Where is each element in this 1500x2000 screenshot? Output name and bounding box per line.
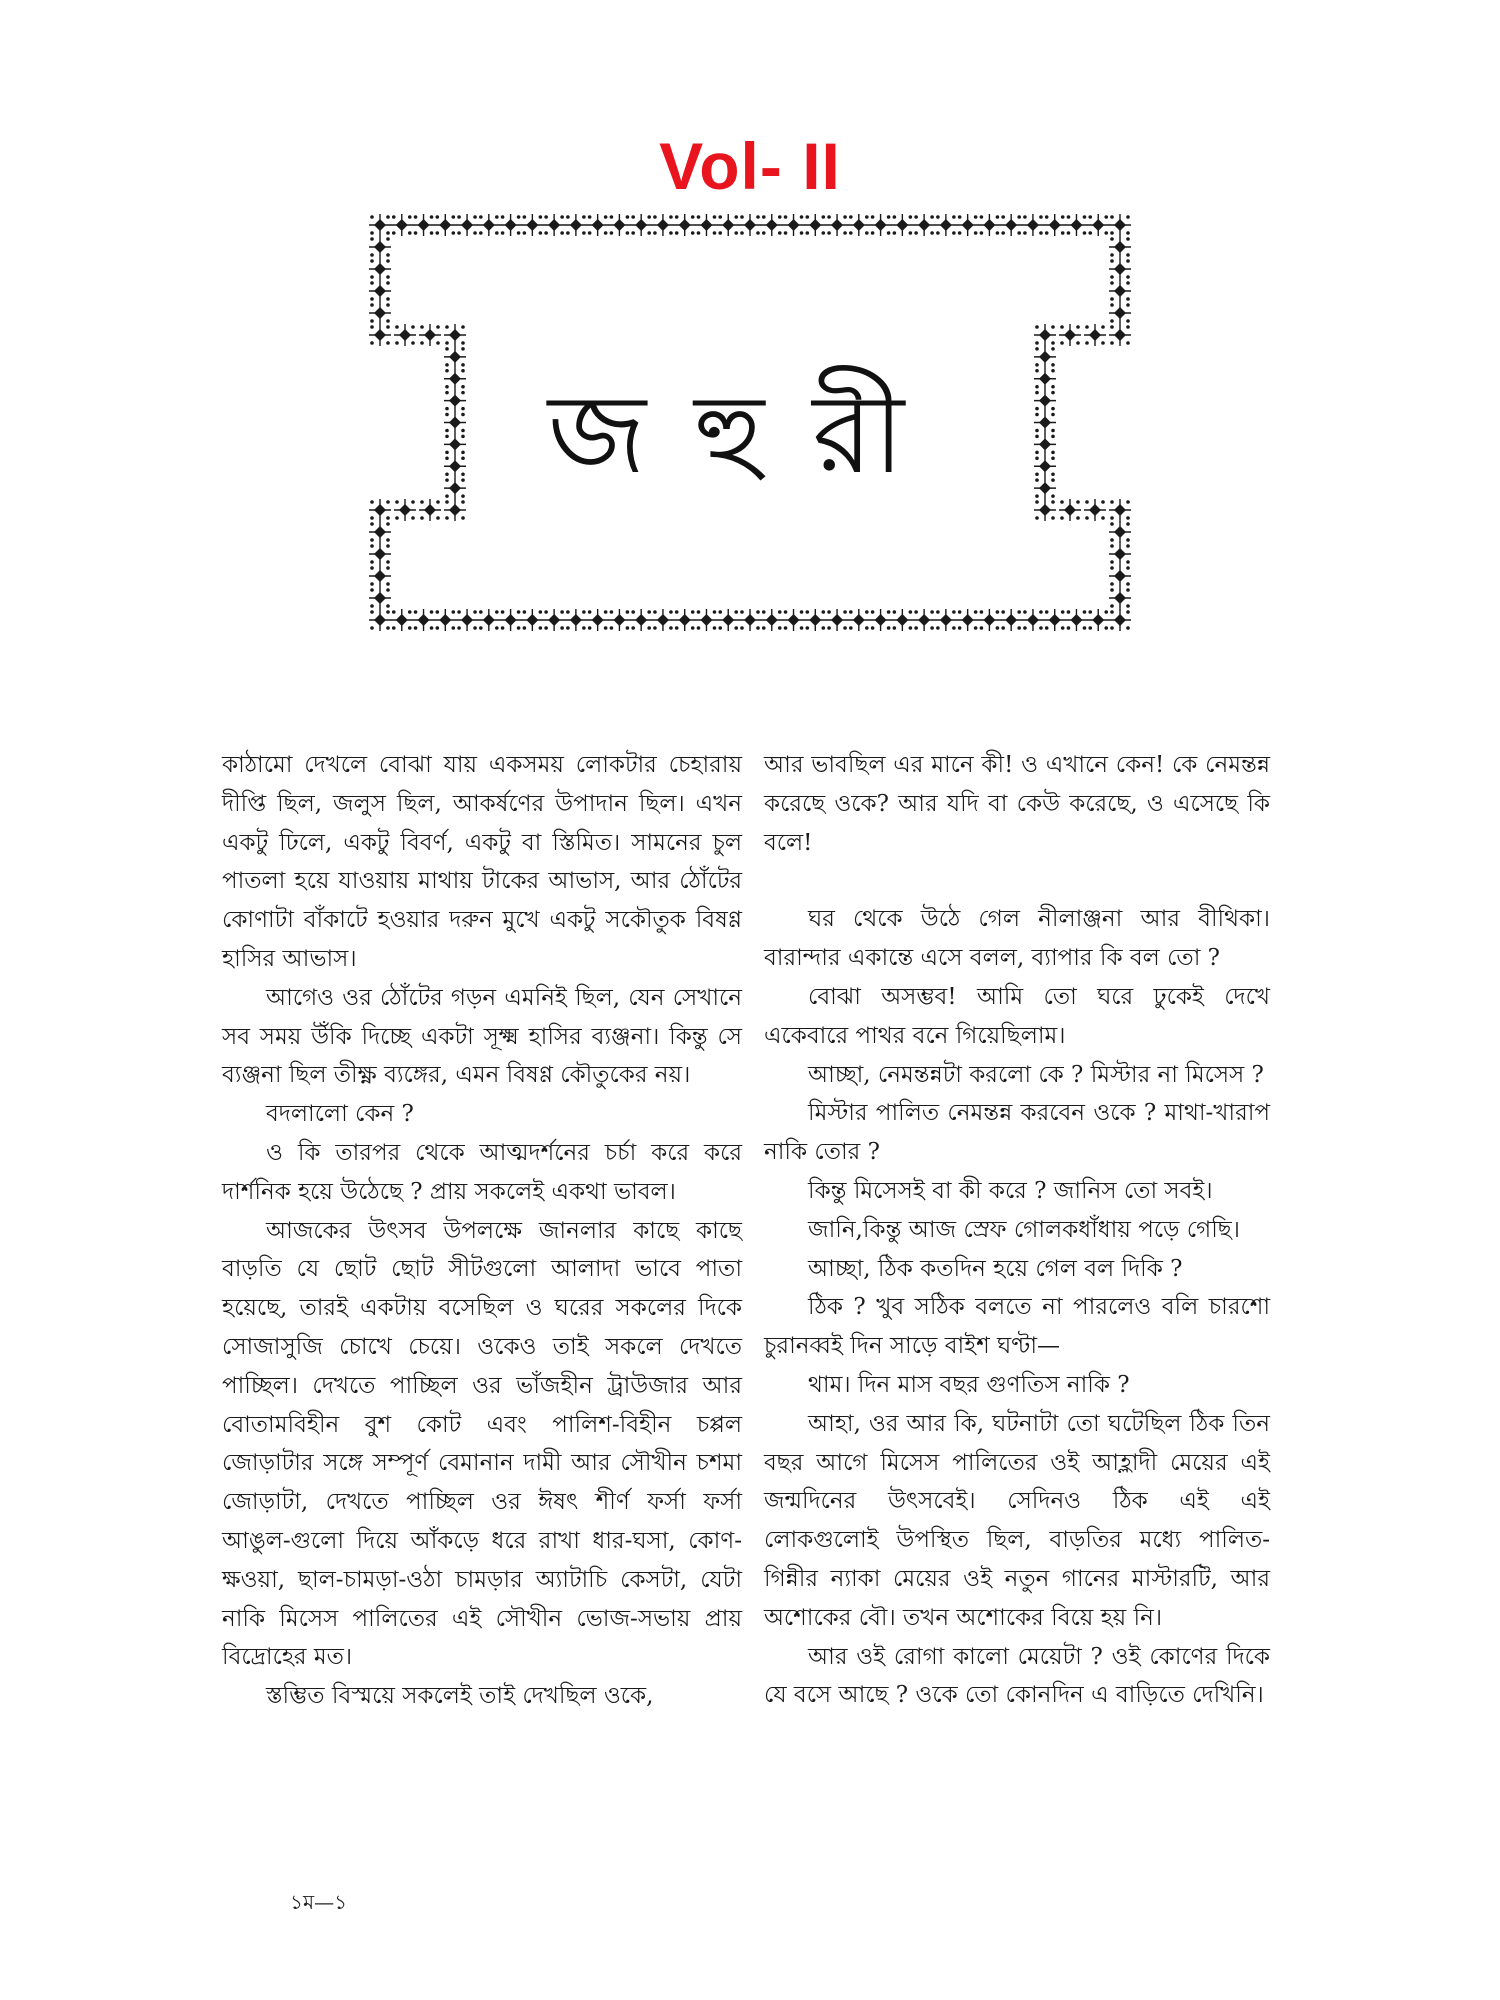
paragraph: ও কি তারপর থেকে আত্মদর্শনের চর্চা করে করে দার্শনিক হয়ে উঠেছে ? প্রায় সকলেই একথা ভাবল। [222,1139,742,1205]
ornament-motif [1084,324,1106,346]
ornament-motif [391,609,413,631]
ornament-motif [935,214,957,236]
paragraph: আচ্ছা, ঠিক কতদিন হয়ে গেল বল দিকি ? [808,1255,1183,1282]
ornament-motif [1000,609,1022,631]
paragraph: ঠিক ? খুব সঠিক বলতে না পারলেও বলি চারশো চুরানব্বই দিন সাড়ে বাইশ ঘণ্টা— [764,1294,1270,1360]
ornament-motif [1109,214,1131,236]
ornament-motif [1065,609,1087,631]
ornament-motif [717,214,739,236]
ornament-motif [608,609,630,631]
paragraph: আচ্ছা, নেমন্তন্নটা করলো কে ? মিস্টার না মিসেস ? [808,1061,1264,1088]
ornament-motif [913,214,935,236]
ornament-motif [695,609,717,631]
ornament-motif [543,609,565,631]
ornament-motif [978,214,1000,236]
paragraph: আর ওই রোগা কালো মেয়েটা ? ওই কোণের দিকে যে বসে আছে ? ওকে তো কোনদিন এ বাড়িতে দেখিনি। [764,1643,1270,1709]
ornament-motif [369,543,391,565]
volume-label: Vol- II [659,129,841,203]
ornament-motif [369,587,391,609]
ornament-motif [891,609,913,631]
ornament-motif [456,609,478,631]
ornament-motif [848,609,870,631]
ornament-motif [434,609,456,631]
ornament-motif [826,609,848,631]
ornament-motif [565,214,587,236]
paragraph: আর ভাবছিল এর মানে কী! ও এখানে কেন! কে নেমন্তন্ন করেছে ওকে? আর যদি বা কেউ করেছে, ও এসেছে কি বলে! [764,752,1270,856]
left-column [222,746,742,1716]
ornament-motif [674,609,696,631]
ornament-motif [1109,324,1131,346]
paragraph: থাম। দিন মাস বছর গুণতিস নাকি ? [808,1371,1130,1398]
ornament-motif [1044,609,1066,631]
ornament-motif [413,609,435,631]
ornament-motif [739,609,761,631]
ornament-motif [444,324,466,346]
ornament-motif [521,214,543,236]
ornament-motif [456,214,478,236]
ornament-motif [870,609,892,631]
ornament-motif [935,609,957,631]
ornament-motif [1109,609,1131,631]
ornament-motif [891,214,913,236]
ornament-motif [674,214,696,236]
ornament-motif [587,609,609,631]
ornament-motif [413,214,435,236]
ornament-motif [1087,609,1109,631]
paragraph: বদলালো কেন ? [266,1101,414,1128]
ornament-motif [870,214,892,236]
paragraph: মিস্টার পালিত নেমন্তন্ন করবেন ওকে ? মাথা-খারাপ নাকি তোর ? [764,1100,1270,1166]
ornament-motif [804,609,826,631]
ornament-motif [1044,214,1066,236]
ornament-motif [848,214,870,236]
ornament-motif [1087,214,1109,236]
paragraph: আজকের উৎসব উপলক্ষে জানলার কাছে কাছে বাড়তি যে ছোট ছোট সীটগুলো আলাদা ভাবে পাতা হয়েছে, তারই একটায় বসেছিল ও ঘরের সকলের দিকে সোজাসুজি চোখে চেয়ে। ওকেও তাই সকলে দেখতে পাচ্ছিল। দেখতে পাচ্ছিল ওর ভাঁজহীন ট্রাউজার আর বোতামবিহীন বুশ কোট এবং পালিশ-বিহীন চপ্পল জোড়াটার সঙ্গে সম্পূর্ণ বেমানান দামী আর সৌখীন চশমা জোড়াটা, দেখতে পাচ্ছিল ওর ঈষৎ শীর্ণ ফর্সা ফর্সা আঙুল-গুলো দিয়ে আঁকড়ে ধরে রাখা ধার-ঘসা, কোণ-ক্ষওয়া, ছাল-চামড়া-ওঠা চামড়ার অ্যাটাচি কেসটা, যেটা নাকি মিসেস পালিতের এই সৌখীন ভোজ-সভায় প্রায় বিদ্রোহের মত। [222,1217,742,1671]
paragraph: বোঝা অসম্ভব! আমি তো ঘরে ঢুকেই দেখে একেবারে পাথর বনে গিয়েছিলাম। [764,983,1270,1049]
ornament-motif [804,214,826,236]
ornament-motif [1109,258,1131,280]
ornament-motif [630,609,652,631]
ornament-motif [1109,543,1131,565]
ornament-motif [717,609,739,631]
ornament-motif [826,214,848,236]
ornament-motif [369,258,391,280]
paragraph: আগেও ওর ঠোঁটের গড়ন এমনিই ছিল, যেন সেখানে সব সময় উঁকি দিচ্ছে একটা সূক্ষ্ম হাসির ব্যঞ্জনা। কিন্তু সে ব্যঞ্জনা ছিল তীক্ষ্ণ ব্যঙ্গের, এমন বিষণ্ণ কৌতুকের নয়। [222,984,742,1089]
ornament-motif [1109,565,1131,587]
ornament-motif [478,214,500,236]
ornament-motif [1022,214,1044,236]
ornament-motif [394,324,416,346]
paragraph: জানি,কিন্তু আজ স্রেফ গোলকধাঁধায় পড়ে গেছি। [808,1216,1240,1243]
ornament-motif [978,609,1000,631]
paragraph: আহা, ওর আর কি, ঘটনাটা তো ঘটেছিল ঠিক তিন বছর আগে মিসেস পালিতের ওই আহ্লাদী মেয়ের এই জন্মদিনের উৎসবেই। সেদিনও ঠিক এই এই লোকগুলোই উপস্থিত ছিল, বাড়তির মধ্যে পালিত-গিন্নীর ন্যাকা মেয়ের ওই নতুন গানের মাস্টারটি, আর অশোকের বৌ। তখন অশোকের বিয়ে হয় নি। [764,1410,1270,1631]
ornament-motif [369,302,391,324]
ornament-motif [500,214,522,236]
ornament-motif [419,324,441,346]
ornament-motif [783,609,805,631]
ornament-motif [500,609,522,631]
ornament-motif [652,214,674,236]
ornament-motif [761,214,783,236]
ornament-motif [1109,587,1131,609]
ornament-motif [478,609,500,631]
ornament-motif [543,214,565,236]
page-number: ১ম—১ [290,1890,348,1914]
right-column [764,746,1270,1715]
ornament-motif [1109,236,1131,258]
ornament-motif [369,609,391,631]
ornament-motif [1065,214,1087,236]
ornament-motif [369,280,391,302]
ornament-motif [957,609,979,631]
ornament-motif [391,214,413,236]
ornament-motif [521,609,543,631]
paragraph: ঘর থেকে উঠে গেল নীলাঞ্জনা আর বীথিকা। বারান্দার একান্তে এসে বলল, ব্যাপার কি বল তো ? [764,906,1270,972]
ornament-motif [1034,324,1056,346]
ornament-motif [739,214,761,236]
paragraph: স্তম্ভিত বিস্ময়ে সকলেই তাই দেখছিল ওকে, [266,1683,654,1710]
ornament-motif [369,565,391,587]
paragraph: কাঠামো দেখলে বোঝা যায় একসময় লোকটার চেহারায় দীপ্তি ছিল, জলুস ছিল, আকর্ষণের উপাদান ছিল। এখন একটু ঢিলে, একটু বিবর্ণ, একটু বা স্তিমিত। সামনের চুল পাতলা হয়ে যাওয়ায় মাথায় টাকের আভাস, আর ঠোঁটের কোণাটা বাঁকাটে হওয়ার দরুন মুখে একটু সকৌতুক বিষণ্ণ হাসির আভাস। [222,752,742,972]
ornament-motif [652,609,674,631]
ornament-motif [369,214,391,236]
ornament-motif [1109,280,1131,302]
ornament-motif [783,214,805,236]
ornament-motif [1022,609,1044,631]
ornament-motif [369,324,391,346]
ornament-motif [608,214,630,236]
ornament-motif [695,214,717,236]
ornament-motif [1109,302,1131,324]
ornament-motif [565,609,587,631]
ornament-motif [434,214,456,236]
book-title: জহুরী [547,370,953,498]
ornament-motif [913,609,935,631]
ornament-motif [761,609,783,631]
ornament-motif [1000,214,1022,236]
ornament-motif [369,236,391,258]
ornament-motif [630,214,652,236]
paragraph: কিন্তু মিসেসই বা কী করে ? জানিস তো সবই। [808,1177,1213,1204]
ornament-motif [1059,324,1081,346]
ornament-motif [587,214,609,236]
ornament-motif [957,214,979,236]
